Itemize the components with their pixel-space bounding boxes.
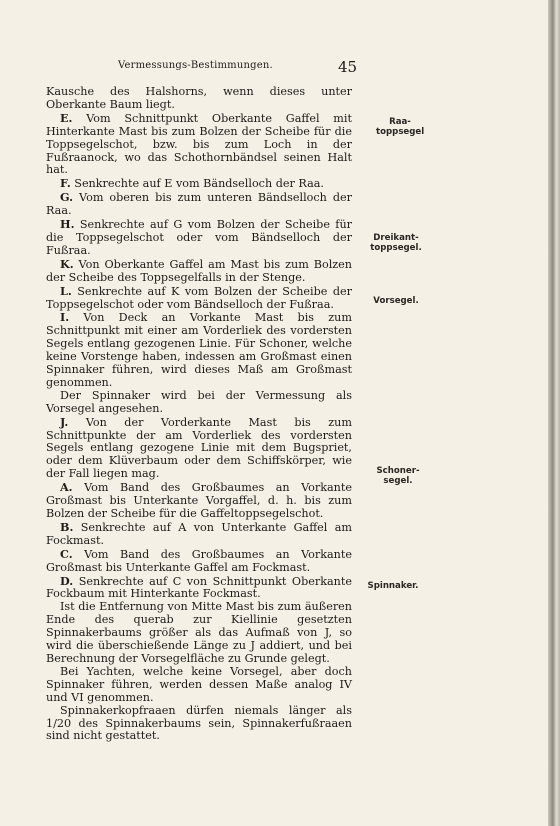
margin-note-dreikanttoppsegel [368, 233, 424, 253]
paragraph [46, 390, 352, 416]
paragraph [46, 705, 352, 744]
margin-note-line: Schoner- [376, 466, 420, 476]
book-spine-edge [548, 0, 560, 826]
paragraph [46, 285, 352, 312]
paragraph [46, 177, 352, 191]
paragraph-text: Ist die Entfernung von Mitte Mast bis zum äußeren Ende des querab zur Kiellinie gesetzten Spinnakerbaums größer als das Aufmaß von J, so wird die überschießende Länge zu J addiert, und bei Berechnung der Vorsegelfläche zu Grunde gelegt. [46, 600, 352, 665]
paragraph-letter: J. [60, 414, 69, 429]
page-body [46, 86, 352, 743]
paragraph [46, 86, 352, 112]
paragraph-text: Bei Yachten, welche keine Vorsegel, aber doch Spinnaker führen, werden dessen Maße analog IV und VI genommen. [46, 664, 352, 704]
margin-note-line: toppsegel. [370, 243, 422, 253]
paragraph-letter: H. [60, 217, 75, 232]
margin-note-line: toppsegel [376, 127, 425, 137]
paragraph-text: Von Oberkante Gaffel am Mast bis zum Bolzen der Scheibe des Toppsegelfalls in der Stenge. [46, 257, 352, 284]
paragraph [46, 258, 352, 285]
margin-note-line: Dreikant- [373, 233, 419, 243]
paragraph-text: Vom Band des Großbaumes an Vorkante Großmast bis Unterkante Gaffel am Fockmast. [46, 547, 352, 574]
paragraph [46, 218, 352, 258]
page-number: 45 [338, 58, 358, 76]
margin-note-line: Vorsegel. [373, 296, 419, 306]
paragraph [46, 191, 352, 218]
paragraph-letter: A. [60, 480, 73, 495]
paragraph-letter: D. [60, 573, 74, 588]
paragraph [46, 601, 352, 666]
paragraph-text: Vom Band des Großbaumes an Vorkante Großmast bis Unterkante Vorgaffel, d. h. bis zum Bolzen der Scheibe für die Gaffeltoppsegelschot. [46, 481, 352, 520]
paragraph [46, 521, 352, 548]
paragraph-letter: K. [60, 256, 74, 271]
margin-note-schonersegel [372, 466, 424, 486]
paragraph-letter: I. [60, 310, 70, 325]
paragraph-text: Von der Vorderkante Mast bis zum Schnittpunkte der am Vorderliek des vordersten Segels entlang gezogene Linie mit dem Bugspriet, oder dem Klüverbaum oder dem Schiffskörper, wie der Fall liegen mag. [46, 415, 352, 481]
paragraph [46, 311, 352, 389]
paragraph-text: Vom Schnittpunkt Oberkante Gaffel mit Hinterkante Mast bis zum Bolzen der Scheibe für die Toppsegelschot, bzw. bis zum Loch in der Fußraanock, wo das Schothornbändsel seinen Halt hat. [46, 111, 352, 177]
paragraph-letter: E. [60, 110, 73, 125]
paragraph-text: Der Spinnaker wird bei der Vermessung als Vorsegel angesehen. [46, 388, 352, 415]
margin-note-raatoppsegel [376, 117, 424, 137]
margin-note-line: Raa- [389, 117, 411, 127]
margin-note-vorsegel [366, 296, 426, 306]
paragraph-text: Senkrechte auf E vom Bändselloch der Raa. [70, 177, 324, 191]
running-title: Vermessungs-Bestimmungen. [118, 60, 273, 71]
paragraph-letter: B. [60, 519, 74, 534]
paragraph-text: Von Deck an Vorkante Mast bis zum Schnittpunkt mit einer am Vorderliek des vordersten Segels entlang gezogenen Linie. Für Schoner, welche keine Vorstenge haben, indessen am Großmast einen Spinnaker führen, wird dieses Maß am Großmast genommen. [46, 311, 352, 389]
paragraph-letter: G. [60, 190, 74, 205]
paragraph-text: Kausche des Halshorns, wenn dieses unter Oberkante Baum liegt. [46, 85, 352, 111]
paragraph [46, 112, 352, 178]
paragraph-letter: F. [60, 176, 71, 191]
paragraph [46, 575, 352, 602]
margin-note-line: Spinnaker. [367, 581, 419, 591]
margin-note-spinnaker [360, 581, 426, 591]
paragraph-text: Senkrechte auf G vom Bolzen der Scheibe für die Toppsegelschot oder vom Bändselloch der Fußraa. [46, 218, 352, 257]
paragraph-letter: C. [60, 546, 73, 561]
paragraph-text: Senkrechte auf K vom Bolzen der Scheibe der Toppsegelschot oder vom Bändselloch der Fußraa. [46, 284, 352, 311]
paragraph-text: Spinnakerkopfraaen dürfen niemals länger als 1/20 des Spinnakerbaums sein, Spinnakerfußraaen sind nicht gestattet. [46, 703, 352, 743]
paragraph [46, 666, 352, 705]
paragraph [46, 416, 352, 482]
paragraph-text: Vom oberen bis zum unteren Bändselloch der Raa. [46, 191, 352, 218]
margin-note-line: segel. [383, 476, 413, 486]
paragraph-text: Senkrechte auf C von Schnittpunkt Oberkante Fockbaum mit Hinterkante Fockmast. [46, 574, 352, 601]
paragraph-text: Senkrechte auf A von Unterkante Gaffel am Fockmast. [46, 520, 352, 547]
paragraph [46, 548, 352, 575]
paragraph [46, 481, 352, 521]
paragraph-letter: L. [60, 283, 72, 298]
